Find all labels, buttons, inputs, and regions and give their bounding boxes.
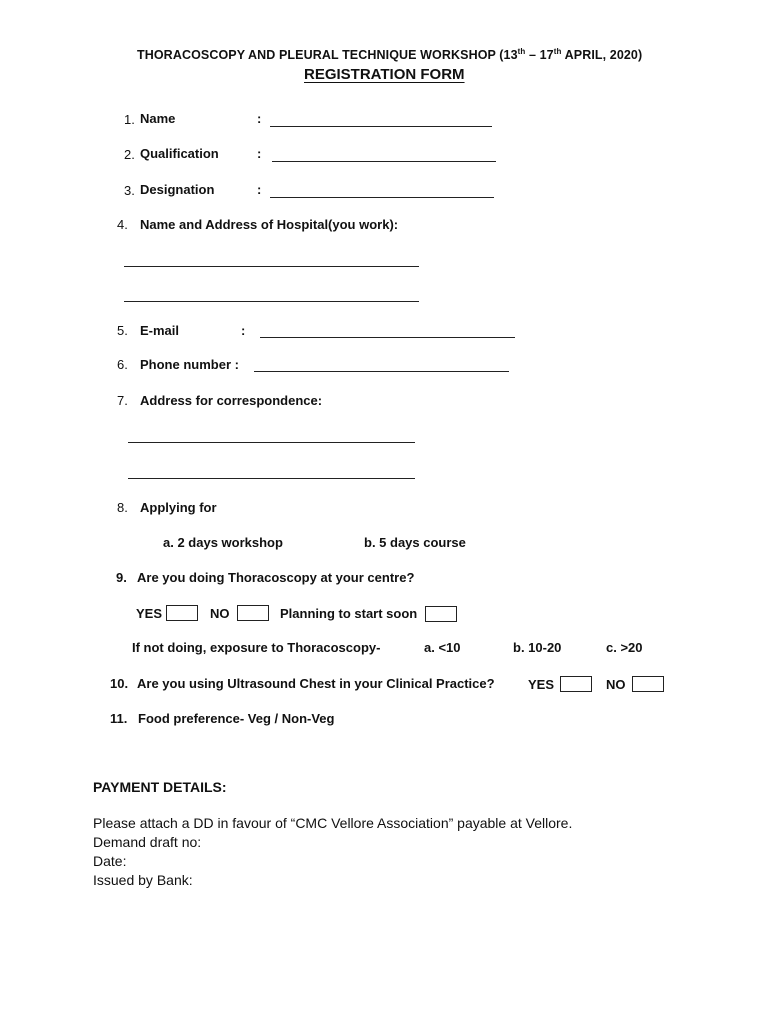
option-2-days-workshop[interactable]: a. 2 days workshop — [163, 535, 283, 550]
email-field-line[interactable] — [260, 337, 515, 338]
q5-colon: : — [241, 323, 246, 338]
q4-label: Name and Address of Hospital(you work): — [140, 217, 399, 232]
q2-label: Qualification — [140, 146, 219, 161]
q6-label: Phone number : — [140, 357, 239, 372]
demand-draft-label: Demand draft no: — [93, 834, 202, 850]
q9-planning-label: Planning to start soon — [280, 606, 418, 621]
q11-label: Food preference- Veg / Non-Veg — [138, 711, 335, 726]
q5-label: E-mail — [140, 323, 180, 338]
phone-field-line[interactable] — [254, 371, 509, 372]
q3-number: 3. — [124, 183, 135, 198]
q9-yes-label: YES — [136, 606, 163, 621]
exposure-option-c[interactable]: c. >20 — [606, 640, 643, 655]
q10-no-label: NO — [606, 677, 626, 692]
designation-field-line[interactable] — [270, 197, 494, 198]
q9-no-label: NO — [210, 606, 230, 621]
q10-number: 10. — [110, 676, 129, 691]
q10-no-checkbox[interactable] — [632, 676, 664, 692]
q10-yes-label: YES — [528, 677, 555, 692]
workshop-title-mid: – 17 — [525, 48, 554, 62]
q6-number: 6. — [117, 357, 128, 372]
q9-planning-checkbox[interactable] — [425, 606, 457, 622]
q8-number: 8. — [117, 500, 128, 515]
issued-by-bank-label: Issued by Bank: — [93, 872, 193, 888]
q9-number: 9. — [116, 570, 127, 585]
workshop-title-post: APRIL, 2020) — [561, 48, 643, 62]
workshop-title — [137, 48, 642, 62]
qualification-field-line[interactable] — [272, 161, 496, 162]
exposure-option-b[interactable]: b. 10-20 — [513, 640, 562, 655]
exposure-option-a[interactable]: a. <10 — [424, 640, 461, 655]
q10-yes-checkbox[interactable] — [560, 676, 592, 692]
q2-number: 2. — [124, 147, 135, 162]
correspondence-address-line-2[interactable] — [128, 478, 415, 479]
option-5-days-course[interactable]: b. 5 days course — [364, 535, 466, 550]
q2-colon: : — [257, 146, 262, 161]
ordinal-suffix-2: th — [553, 47, 562, 56]
payment-instruction: Please attach a DD in favour of “CMC Vellore Association” payable at Vellore. — [93, 815, 573, 831]
ordinal-suffix-1: th — [517, 47, 526, 56]
q3-label: Designation — [140, 182, 215, 197]
q9-yes-checkbox[interactable] — [166, 605, 198, 621]
hospital-address-line-2[interactable] — [124, 301, 419, 302]
name-field-line[interactable] — [270, 126, 492, 127]
q10-label: Are you using Ultrasound Chest in your Clinical Practice? — [137, 676, 495, 691]
q9-no-checkbox[interactable] — [237, 605, 269, 621]
correspondence-address-line-1[interactable] — [128, 442, 415, 443]
q5-number: 5. — [117, 323, 128, 338]
q1-number: 1. — [124, 112, 135, 127]
q11-number: 11. — [110, 711, 128, 726]
q1-label: Name — [140, 111, 176, 126]
workshop-title-pre: THORACOSCOPY AND PLEURAL TECHNIQUE WORKSHOP (13 — [137, 48, 518, 62]
q3-colon: : — [257, 182, 262, 197]
q4-number: 4. — [117, 217, 128, 232]
q1-colon: : — [257, 111, 262, 126]
exposure-label: If not doing, exposure to Thoracoscopy- — [132, 640, 381, 655]
date-label: Date: — [93, 853, 127, 869]
hospital-address-line-1[interactable] — [124, 266, 419, 267]
q9-label: Are you doing Thoracoscopy at your centre? — [137, 570, 415, 585]
q7-label: Address for correspondence: — [140, 393, 323, 408]
q8-label: Applying for — [140, 500, 217, 515]
payment-heading: PAYMENT DETAILS: — [93, 779, 227, 795]
q7-number: 7. — [117, 393, 128, 408]
form-title: REGISTRATION FORM — [304, 66, 465, 83]
